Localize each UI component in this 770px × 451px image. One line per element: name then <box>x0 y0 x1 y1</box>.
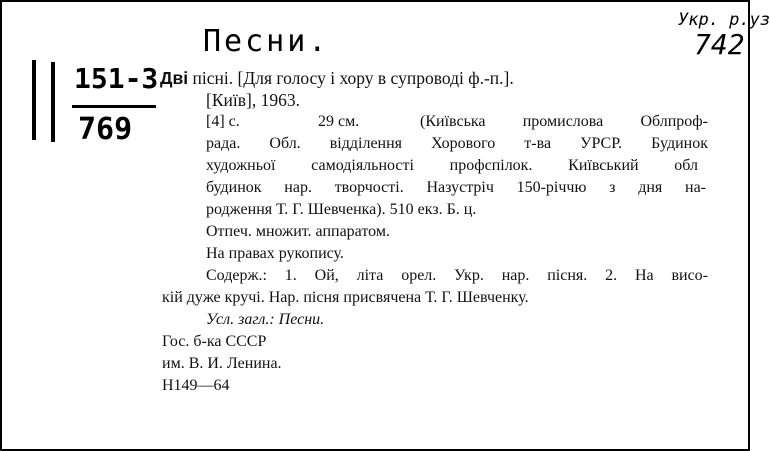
conventional-title-value: Песни. <box>278 311 325 328</box>
entry-series-line: художньої самодіяльності профспілок. Київський обл <box>206 157 698 174</box>
handwritten-fraction-rule <box>72 105 156 108</box>
entry-imprint: [Київ], 1963. <box>206 90 300 110</box>
handwritten-language-mark: Укр. р.уз <box>678 10 770 30</box>
entry-heading-word: Дві <box>160 68 189 88</box>
handwritten-bracket-right <box>51 62 55 142</box>
handwritten-cutter-number: 769 <box>78 112 133 147</box>
entry-contents-line: кій дуже кручі. Нар. пісня присвячена Т. Г. Шевченку. <box>162 289 529 306</box>
entry-note-rights: На правах рукопису. <box>206 245 344 262</box>
entry-title-line <box>160 68 514 88</box>
entry-note-print: Отпеч. множит. аппаратом. <box>206 223 390 240</box>
entry-collation-pages: [4] с. <box>206 113 240 130</box>
entry-collation-size: 29 см. <box>318 113 360 130</box>
entry-title-rest: пісні. [Для голосу і хору в супроводі ф.-п.]. <box>192 68 514 88</box>
entry-series-line: будинок нар. творчості. Назустріч 150-річчю з дня на- <box>206 179 706 196</box>
conventional-title-label: Усл. загл.: <box>206 311 275 328</box>
handwritten-item-number: 742 <box>694 28 745 61</box>
entry-conventional-title <box>206 310 324 330</box>
card-number: Н149—64 <box>162 377 230 394</box>
entry-series-line: рада. Обл. відділення Хорового т-ва УРСР. Будинок <box>206 135 708 152</box>
handwritten-bracket-left <box>32 60 36 140</box>
entry-contents-line: Содерж.: 1. Ой, літа орел. Укр. нар. пісня. 2. На висо- <box>206 267 708 284</box>
entry-series-line: (Київська промислова Облпроф- <box>420 113 708 130</box>
library-line: им. В. И. Ленина. <box>162 355 282 372</box>
library-line: Гос. б-ка СССР <box>162 333 267 350</box>
handwritten-title: Песни. <box>203 24 330 59</box>
entry-series-line: родження Т. Г. Шевченка). 510 екз. Б. ц. <box>206 201 477 218</box>
handwritten-class-mark: 151-3 <box>74 62 159 95</box>
